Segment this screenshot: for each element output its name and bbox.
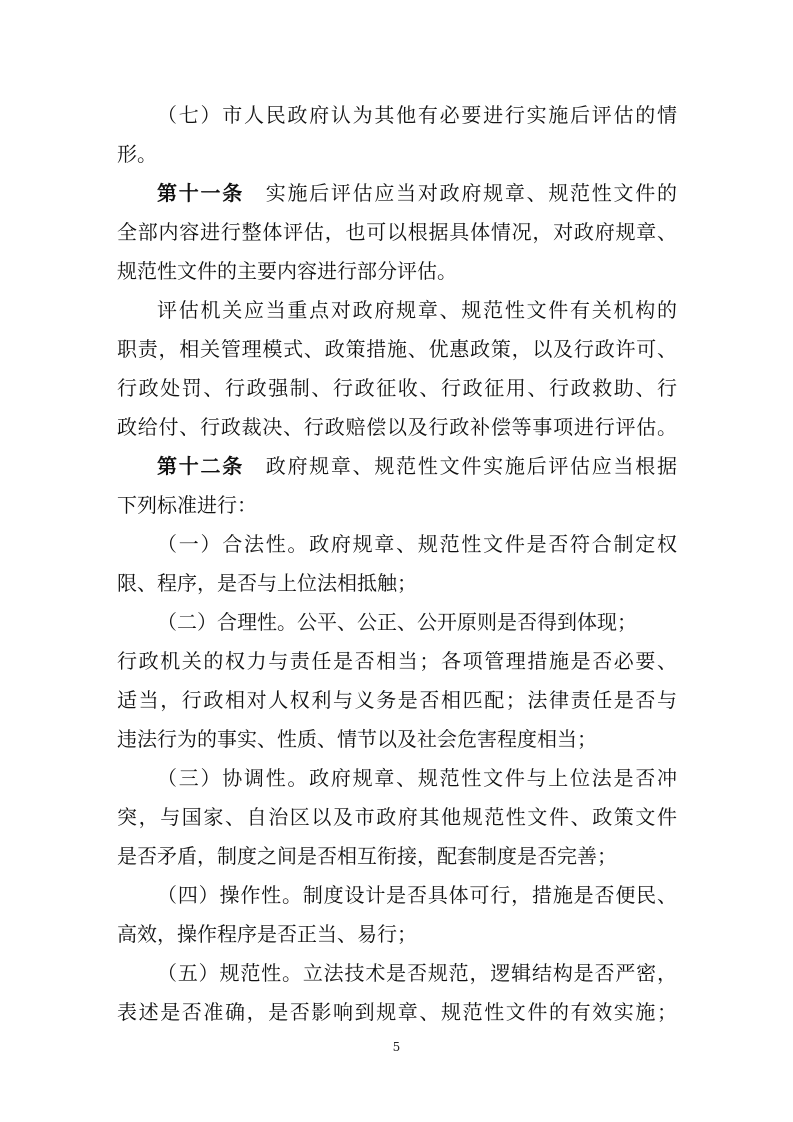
paragraph-line: 政给付、行政裁决、行政赔偿以及行政补偿等事项进行评估。 xyxy=(117,415,677,439)
paragraph-line: 行政机关的权力与责任是否相当；各项管理措施是否必要、 xyxy=(117,649,677,673)
paragraph-line: （五）规范性。立法技术是否规范，逻辑结构是否严密， xyxy=(157,961,677,985)
article-12-line: 第十二条 政府规章、规范性文件实施后评估应当根据 xyxy=(157,454,677,478)
paragraph-line: 适当，行政相对人权利与义务是否相匹配；法律责任是否与 xyxy=(117,688,677,712)
paragraph-line: （七）市人民政府认为其他有必要进行实施后评估的情 xyxy=(157,103,677,127)
paragraph-line: 高效，操作程序是否正当、易行； xyxy=(117,922,417,946)
paragraph-line: 是否矛盾，制度之间是否相互衔接，配套制度是否完善； xyxy=(117,844,617,868)
paragraph-line: 规范性文件的主要内容进行部分评估。 xyxy=(117,259,457,283)
paragraph-line: 突，与国家、自治区以及市政府其他规范性文件、政策文件 xyxy=(117,805,677,829)
paragraph-line: 表述是否准确，是否影响到规章、规范性文件的有效实施； xyxy=(117,1000,677,1024)
paragraph-line: 评估机关应当重点对政府规章、规范性文件有关机构的 xyxy=(157,298,677,322)
paragraph-line: （一）合法性。政府规章、规范性文件是否符合制定权 xyxy=(157,532,677,556)
paragraph-line: （三）协调性。政府规章、规范性文件与上位法是否冲 xyxy=(157,766,677,790)
paragraph-line: 全部内容进行整体评估，也可以根据具体情况，对政府规章、 xyxy=(117,220,677,244)
paragraph-line: 下列标准进行： xyxy=(117,493,257,517)
paragraph-line: 职责，相关管理模式、政策措施、优惠政策，以及行政许可、 xyxy=(117,337,677,361)
page-number: 5 xyxy=(392,1040,401,1054)
paragraph-line: 限、程序，是否与上位法相抵触； xyxy=(117,571,417,595)
article-number: 第十二条 xyxy=(157,454,244,478)
paragraph-line: 违法行为的事实、性质、情节以及社会危害程度相当； xyxy=(117,727,597,751)
paragraph-line: 行政处罚、行政强制、行政征收、行政征用、行政救助、行 xyxy=(117,376,677,400)
article-11-line: 第十一条 实施后评估应当对政府规章、规范性文件的 xyxy=(157,181,677,205)
paragraph-line: （二）合理性。公平、公正、公开原则是否得到体现； xyxy=(157,610,637,634)
paragraph-line: 形。 xyxy=(117,142,157,166)
paragraph-line: （四）操作性。制度设计是否具体可行，措施是否便民、 xyxy=(157,883,677,907)
article-number: 第十一条 xyxy=(157,181,244,205)
